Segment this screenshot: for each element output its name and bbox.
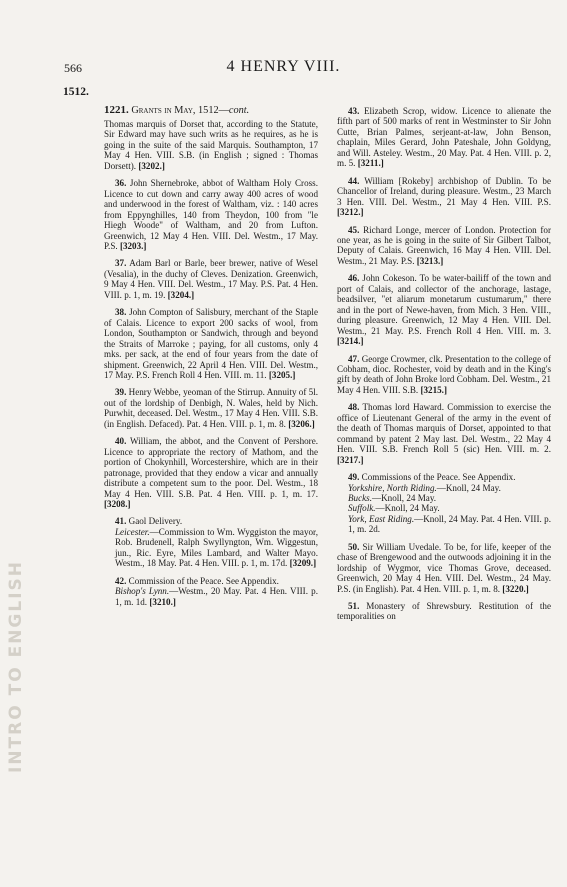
entry-reference: [3209.] xyxy=(289,558,317,569)
running-head xyxy=(0,58,567,78)
right-column xyxy=(337,106,551,629)
page-title: 4 HENRY VIII. xyxy=(226,58,341,75)
grant-entry xyxy=(104,387,318,429)
entry-reference: [3211.] xyxy=(357,158,384,169)
grant-entry xyxy=(337,472,551,482)
sub-entry-heading: Bishop's Lynn. xyxy=(115,586,170,597)
left-column xyxy=(104,104,318,614)
entry-number: 37. xyxy=(115,258,127,269)
entry-number: 49. xyxy=(348,472,360,483)
entry-number: 47. xyxy=(348,353,360,364)
sub-entry-text: —Knoll, 24 May. Pat. 4 Hen. VIII. p. 1, m. 2d. xyxy=(348,513,551,535)
entry-text: John Compton of Salisbury, merchant of the Staple of Calais. Licence to export 200 sacks of wool, from London, Southampton or Sandwich, through and beyond the Straits of Marroke ; paying, for all customs, only 4 mks. per sack, at the end of four years from the date of shipment. Greenwich, 22 April 4 Hen. VIII. Del. Westm., 17 May. P.S. French Roll 4 Hen. VIII. m. 11. xyxy=(104,307,318,380)
entry-reference: [3206.] xyxy=(288,418,315,429)
entry-text: John Shernebroke, abbot of Waltham Holy Cross. Licence to cut down and carry away 400 acres of wood and underwood in the forest of Waltham, viz. : 140 acres from Eppynghilles, 140 from Theydon, 100 from "le Hiegh Woode" of Waltham, and 20 from Lufton. Greenwich, 12 May 4 Hen. VIII. Del. Westm., 17 May. P.S. xyxy=(104,178,318,251)
sub-entry xyxy=(104,527,318,569)
sub-entry xyxy=(337,493,551,503)
grant-entry xyxy=(337,273,551,346)
section-title: Grants in May, 1512— xyxy=(131,105,229,116)
sub-entry xyxy=(104,586,318,607)
section-cont: cont. xyxy=(228,105,250,116)
entry-number: 44. xyxy=(348,175,360,186)
entry-number: 39. xyxy=(115,387,127,398)
section-heading xyxy=(104,104,318,117)
entry-text: Adam Barl or Barle, beer brewer, native of Wesel (Vesalia), in the duchy of Cleves. Denization. Greenwich, 9 May 4 Hen. VIII. Del. Westm., 17 May. P.S. Pat. 4 Hen. VIII. p. 1, m. 19. xyxy=(104,258,318,300)
sub-entry-text: —Westm., 20 May. Pat. 4 Hen. VIII. p. 1, m. 1d. xyxy=(115,586,318,607)
grant-entry xyxy=(104,436,318,509)
entry-text: Gaol Delivery. xyxy=(128,516,183,527)
entry-reference: [3212.] xyxy=(337,207,364,218)
margin-year: 1512. xyxy=(63,86,89,98)
entry-reference: [3202.] xyxy=(138,160,165,171)
entry-reference: [3208.] xyxy=(104,498,131,509)
sub-entry-text: —Knoll, 24 May. xyxy=(436,482,501,493)
sub-entry-heading: Suffolk. xyxy=(348,503,376,514)
grant-entry xyxy=(104,307,318,380)
sub-entry xyxy=(337,483,551,493)
entry-text: William, the abbot, and the Convent of Pershore. Licence to appropriate the rectory of Mathom, and the portion of Chokynhill, Worcestershire, which are in their patronage, provided that they endow a vicar and annually distribute a competent sum to the poor. Del. Westm., 18 May 4 Hen. VIII. S.B. Pat. 4 Hen. VIII. p. 1, m. 17. xyxy=(104,436,319,499)
entry-number: 51. xyxy=(348,601,360,612)
entry-number: 41. xyxy=(115,516,127,527)
grant-entry xyxy=(337,106,551,169)
entry-reference: [3204.] xyxy=(167,289,195,300)
grant-entry xyxy=(104,119,318,171)
entry-text: George Crowmer, clk. Presentation to the college of Cobham, dioc. Rochester, void by death and in the King's gift by death of John Broke lord Cobham. Del. Westm., 21 May 4 Hen. VIII. S.B. xyxy=(337,353,551,395)
entry-number: 40. xyxy=(115,436,127,447)
sub-entry-text: —Commission to Wm. Wyggiston the mayor, Rob. Brudenell, Ralph Swyllyngton, Wm. Wiggestun, jun., Ric. Eyre, Miles Lambard, and Walter Mayo. Westm., 18 May. Pat. 4 Hen. VIII. p. 1, m. 17d. xyxy=(115,526,318,569)
entry-text: Commission of the Peace. See Appendix. xyxy=(128,575,279,586)
entry-reference: [3215.] xyxy=(420,384,447,395)
section-number: 1221. xyxy=(104,104,129,116)
grant-entry xyxy=(337,402,551,465)
entry-number: 38. xyxy=(115,307,127,318)
grant-entry xyxy=(104,516,318,526)
entry-number: 46. xyxy=(348,273,360,284)
grant-entry xyxy=(337,354,551,396)
entry-text: William [Rokeby] archbishop of Dublin. To be Chancellor of Ireland, during pleasure. Westm., 23 March 3 Hen. VIII. Del. Westm., 21 May 4 Hen. VIII. P.S. xyxy=(337,175,551,207)
entry-reference: [3220.] xyxy=(502,583,529,594)
grant-entry xyxy=(104,178,318,251)
right-entries xyxy=(337,106,551,622)
left-entries xyxy=(104,119,318,607)
entry-number: 42. xyxy=(115,575,127,586)
entry-number: 48. xyxy=(348,402,360,413)
sub-entry-heading: York, East Riding. xyxy=(348,513,415,524)
grant-entry xyxy=(337,225,551,267)
entry-reference: [3217.] xyxy=(337,454,364,465)
sub-entry-heading: Yorkshire, North Riding. xyxy=(348,482,437,493)
entry-reference: [3203.] xyxy=(119,240,147,251)
entry-number: 43. xyxy=(348,106,360,116)
sub-entry xyxy=(337,514,551,535)
entry-reference: [3210.] xyxy=(149,596,176,607)
entry-text: Henry Webbe, yeoman of the Stirrup. Annuity of 5l. out of the lordship of Denbigh, N. Wales, held by Nich. Purwhit, deceased. Del. Westm., 17 May 4 Hen. VIII. S.B. (in English. Defaced). Pat. 4 Hen. VIII. p. 1, m. 8. xyxy=(104,387,318,429)
entry-number: 45. xyxy=(348,224,360,235)
grant-entry xyxy=(104,258,318,300)
entry-number: 50. xyxy=(348,541,360,552)
page-number: 566 xyxy=(64,61,82,75)
entry-text: Thomas lord Haward. Commission to exercise the office of Lieutenant General of the army in the event of the death of Thomas marquis of Dorset, appointed to that command by patent 2 May last. Del. Westm., 22 May 4 Hen. VIII. S.B. French Roll 5 (sic) Hen. VIII. m. 2. xyxy=(337,402,551,455)
grant-entry xyxy=(337,176,551,218)
entry-reference: [3205.] xyxy=(268,369,296,380)
entry-text: Thomas marquis of Dorset that, according to the Statute, Sir Edward may have such writs as he requires, as he is going in the suite of the said Marquis. Southampton, 17 May 4 Hen. VIII. S.B. (in English ; signed : Thomas Dorsett). xyxy=(104,119,318,171)
entry-number: 36. xyxy=(115,178,127,189)
entry-reference: [3214.] xyxy=(337,336,364,347)
sub-entry-heading: Leicester. xyxy=(115,526,150,537)
entry-text: Richard Longe, mercer of London. Protection for one year, as he is going in the suite of Sir Gilbert Talbot, Deputy of Calais. Greenwich, 16 May 4 Hen. VIII. Del. Westm., 21 May. P.S. xyxy=(337,224,551,266)
sub-entry-text: —Knoll, 24 May. xyxy=(372,492,437,503)
sub-entry-heading: Bucks. xyxy=(348,492,372,503)
library-watermark: INTRO TO ENGLISH xyxy=(6,560,26,773)
entry-text: John Cokeson. To be water-bailiff of the town and port of Calais, and collector of the anchorage, lastage, beadsilver, "et aliarum monetarum custumarum," there and in the port of Newe-haven, from Mich. 3 Hen. VIII., during pleasure. Greenwich, 12 May 4 Hen. VIII. Del. Westm., 21 May. P.S. French Roll 4 Hen. VIII. m. 3. xyxy=(337,273,551,336)
sub-entry xyxy=(337,503,551,513)
grant-entry xyxy=(337,542,551,594)
entry-text: Commissions of the Peace. See Appendix. xyxy=(361,472,516,483)
entry-text: Sir William Uvedale. To be, for life, keeper of the chase of Brengewood and the outwoods adjoining it in the lordship of Wygmor, vice Thomas Grove, deceased. Greenwich, 20 May 4 Hen. VIII. Del. Westm., 24 May. P.S. (in English). Pat. 4 Hen. VIII. p. 1, m. 8. xyxy=(337,541,551,594)
grant-entry xyxy=(337,601,551,622)
grant-entry xyxy=(104,576,318,586)
entry-text: Elizabeth Scrop, widow. Licence to alienate the fifth part of 500 marks of rent in Westminster to Sir John Cutte, Brian Palmes, serjeant-at-law, John Benson, chaplain, Miles Gerard, John Pateshale, John Goldyng, and Will. Asteley. Westm., 20 May. Pat. 4 Hen. VIII. p. 2, m. 5. xyxy=(337,106,551,169)
entry-text: Monastery of Shrewsbury. Restitution of the temporalities on xyxy=(337,601,551,622)
entry-reference: [3213.] xyxy=(416,255,444,266)
sub-entry-text: —Knoll, 24 May. xyxy=(375,503,440,514)
